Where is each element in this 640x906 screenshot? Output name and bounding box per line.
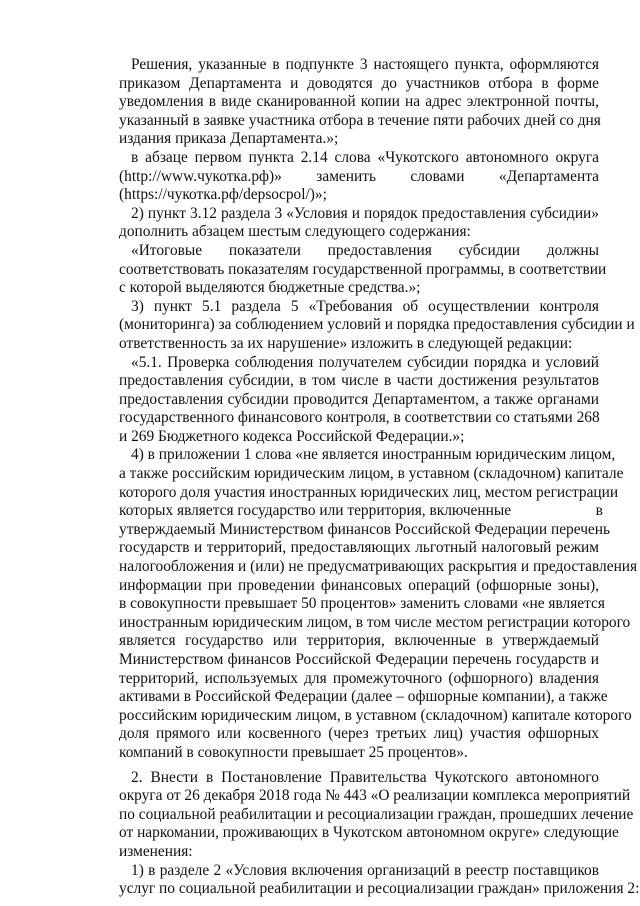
paragraph-item-3 [119, 297, 635, 354]
text-line: активами в Российской Федерации (далее – офшорные компании), а также [119, 688, 608, 706]
text-line: с которой выделяются бюджетные средства.»; [119, 279, 421, 297]
text-line: российским юридическим лицом, в уставном (складочном) капитале которого [119, 706, 632, 724]
paragraph-item-2 [119, 205, 599, 242]
text-line: а также российским юридическим лицом, в уставном (складочном) капитале [119, 465, 624, 483]
text-line: соответствовать показателям государственной программы, в соответствии [119, 260, 607, 278]
paragraph-decisions [119, 56, 599, 149]
text-line: компаний в совокупности превышает 25 процентов». [119, 743, 468, 761]
text-line: округа от 26 декабря 2018 года № 443 «О реализации комплекса мероприятий [119, 787, 631, 805]
text-line: издания приказа Департамента.»; [119, 130, 339, 148]
text-line: которого доля участия иностранных юридических лиц, местом регистрации [119, 483, 619, 501]
text-line: указанный в заявке участника отбора в течение пяти рабочих дней со дня [119, 111, 601, 129]
text-line: информации при проведении финансовых операций (офшорные зоны), [119, 576, 599, 594]
paragraph-clause-2-14 [119, 149, 599, 205]
text-line: (https://чукотка.рф/depsocpol/)»; [119, 186, 327, 204]
text-line: иностранным юридическим лицом, в том числе местом регистрации которого [119, 613, 631, 631]
document-body [119, 56, 640, 899]
text-line: в совокупности превышает 50 процентов» заменить словами «не является [119, 595, 605, 613]
text-line: и 269 Бюджетного кодекса Российской Федерации.»; [119, 427, 465, 445]
text-line: 4) в приложении 1 слова «не является иностранным юридическим лицом, [131, 446, 616, 464]
text-line: 1) в разделе 2 «Условия включения организаций в реестр поставщиков [131, 861, 599, 879]
text-line: 2) пункт 3.12 раздела 3 «Условия и порядок предоставления субсидии» [131, 204, 599, 222]
text-line: утверждаемый Министерством финансов Российской Федерации перечень [119, 520, 611, 538]
text-line: налогообложения и (или) не предусматривающих раскрытия и предоставления [119, 558, 638, 576]
text-line: дополнить абзацем шестым следующего содержания: [119, 223, 471, 241]
text-line: доля прямого или косвенного (через третьих лиц) участия офшорных [119, 725, 599, 743]
text-line: территорий, используемых для промежуточного (офшорного) владения [119, 669, 599, 687]
text-line: услуг по социальной реабилитации и ресоциализации граждан» приложения 2: [119, 880, 640, 898]
text-line: государственного финансового контроля, в соответствии со статьями 268 [119, 409, 600, 427]
text-line: по социальной реабилитации и ресоциализации граждан, прошедших лечение [119, 805, 634, 823]
text-line: 3) пункт 5.1 раздела 5 «Требования об осуществлении контроля [131, 297, 599, 315]
text-line: которых является государство или территория, включенные в [119, 502, 603, 520]
text-line: уведомления в виде сканированной копии на адрес электронной почты, [119, 93, 599, 111]
text-line: 2. Внести в Постановление Правительства Чукотского автономного [131, 768, 599, 786]
text-line: (мониторинга) за соблюдением условий и порядка предоставления субсидии и [119, 316, 635, 334]
text-line: от наркомании, проживающих в Чукотском автономном округе» следующие [119, 824, 619, 842]
text-line: «5.1. Проверка соблюдения получателем субсидии порядка и условий [131, 353, 599, 371]
text-line: является государство или территория, включенные в утверждаемый [119, 632, 599, 650]
text-line: предоставления субсидии проводится Департаментом, а также органами [119, 390, 599, 408]
paragraph-quote-5-1 [119, 354, 599, 447]
text-line: Решения, указанные в подпункте 3 настоящего пункта, оформляются [131, 56, 599, 73]
text-line: (http://www.чукотка.рф)» заменить словами «Департамента [119, 167, 599, 185]
text-line: «Итоговые показатели предоставления субсидии должны [131, 241, 599, 259]
paragraph-quote-indicators [119, 241, 607, 298]
text-line: приказом Департамента и доводятся до участников отбора в форме [119, 74, 599, 92]
text-line: в абзаце первом пункта 2.14 слова «Чукотского автономного округа [131, 148, 599, 166]
text-line: государств и территорий, предоставляющих льготный налоговый режим [119, 539, 599, 557]
text-line: ответственность за их нарушение» изложить в следующей редакции: [119, 334, 573, 352]
text-line: Министерством финансов Российской Федерации перечень государств и [119, 651, 599, 668]
text-line: предоставления субсидии, в том числе в части достижения результатов [119, 372, 599, 390]
paragraph-item-4 [119, 446, 638, 762]
text-line: изменения: [119, 842, 193, 860]
paragraph-section-2 [119, 768, 634, 862]
paragraph-section-2-item-1 [119, 861, 640, 899]
